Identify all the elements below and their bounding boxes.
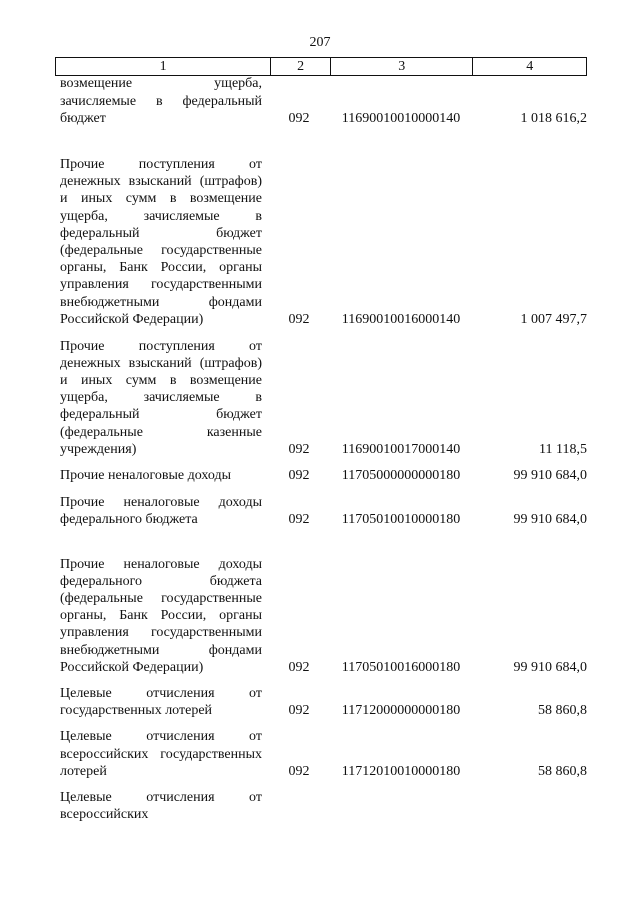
column-header-2: 2: [271, 58, 331, 75]
page-number: 207: [309, 35, 331, 50]
income-name: Прочие поступления от денежных взысканий (штрафов) и иных сумм в возмещение ущерба, зачисляемые в федеральный бюджет (федеральные государственные органы, Банк России, органы управления государственными внебюджетными фондами Российской Федерации): [60, 156, 262, 327]
income-name: Прочие неналоговые доходы: [60, 467, 232, 483]
budget-classification-code: 11712010010000180: [341, 763, 461, 779]
budget-classification-code: 11690010016000140: [341, 311, 461, 327]
amount: 1 018 616,2: [520, 110, 587, 126]
admin-code: 092: [288, 763, 310, 779]
amount: 99 910 684,0: [513, 511, 587, 527]
amount: 99 910 684,0: [513, 467, 587, 483]
budget-classification-code: 11690010017000140: [341, 441, 461, 457]
admin-code: 092: [288, 441, 310, 457]
budget-classification-code: 11712000000000180: [341, 702, 461, 718]
income-name: Прочие неналоговые доходы федерального бюджета: [60, 494, 262, 527]
table-row: [0, 556, 640, 676]
table-row: [0, 337, 640, 458]
admin-code: 092: [288, 311, 310, 327]
budget-classification-code: 11690010010000140: [341, 110, 461, 126]
amount: 1 007 497,7: [520, 311, 587, 327]
admin-code: 092: [288, 110, 310, 126]
admin-code: 092: [288, 702, 310, 718]
column-header-4: 4: [526, 59, 534, 74]
table-row: [0, 728, 640, 780]
column-header-3: 3: [331, 58, 473, 75]
admin-code: 092: [288, 511, 310, 527]
table-column-header: [55, 57, 587, 76]
admin-code: 092: [288, 467, 310, 483]
income-name: возмещение ущерба, зачисляемые в федеральный бюджет: [60, 76, 262, 126]
amount: 58 860,8: [538, 763, 587, 779]
budget-classification-code: 11705010010000180: [341, 511, 461, 527]
table-row: [0, 138, 640, 328]
income-name: Прочие поступления от денежных взысканий (штрафов) и иных сумм в возмещение ущерба, зачисляемые в федеральный бюджет (федеральные казенные учреждения): [60, 338, 262, 457]
income-name: Целевые отчисления от государственных лотерей: [60, 685, 262, 718]
table-row: [0, 494, 640, 528]
income-name: Прочие неналоговые доходы федерального бюджета (федеральные государственные органы, Банк России, органы управления государственными внебюджетными фондами Российской Федерации): [60, 556, 262, 675]
amount: 11 118,5: [539, 441, 587, 457]
income-name: Целевые отчисления от всероссийских: [60, 789, 262, 822]
budget-classification-code: 11705010016000180: [341, 659, 461, 675]
income-name: Целевые отчисления от всероссийских государственных лотерей: [60, 729, 262, 779]
column-header-1: 1: [56, 58, 271, 75]
budget-classification-code: 11705000000000180: [341, 467, 461, 483]
table-row: [0, 789, 640, 823]
amount: 58 860,8: [538, 702, 587, 718]
table-row: [0, 685, 640, 719]
admin-code: 092: [288, 659, 310, 675]
amount: 99 910 684,0: [513, 659, 587, 675]
table-row: [0, 467, 640, 484]
table-row: [0, 78, 640, 127]
